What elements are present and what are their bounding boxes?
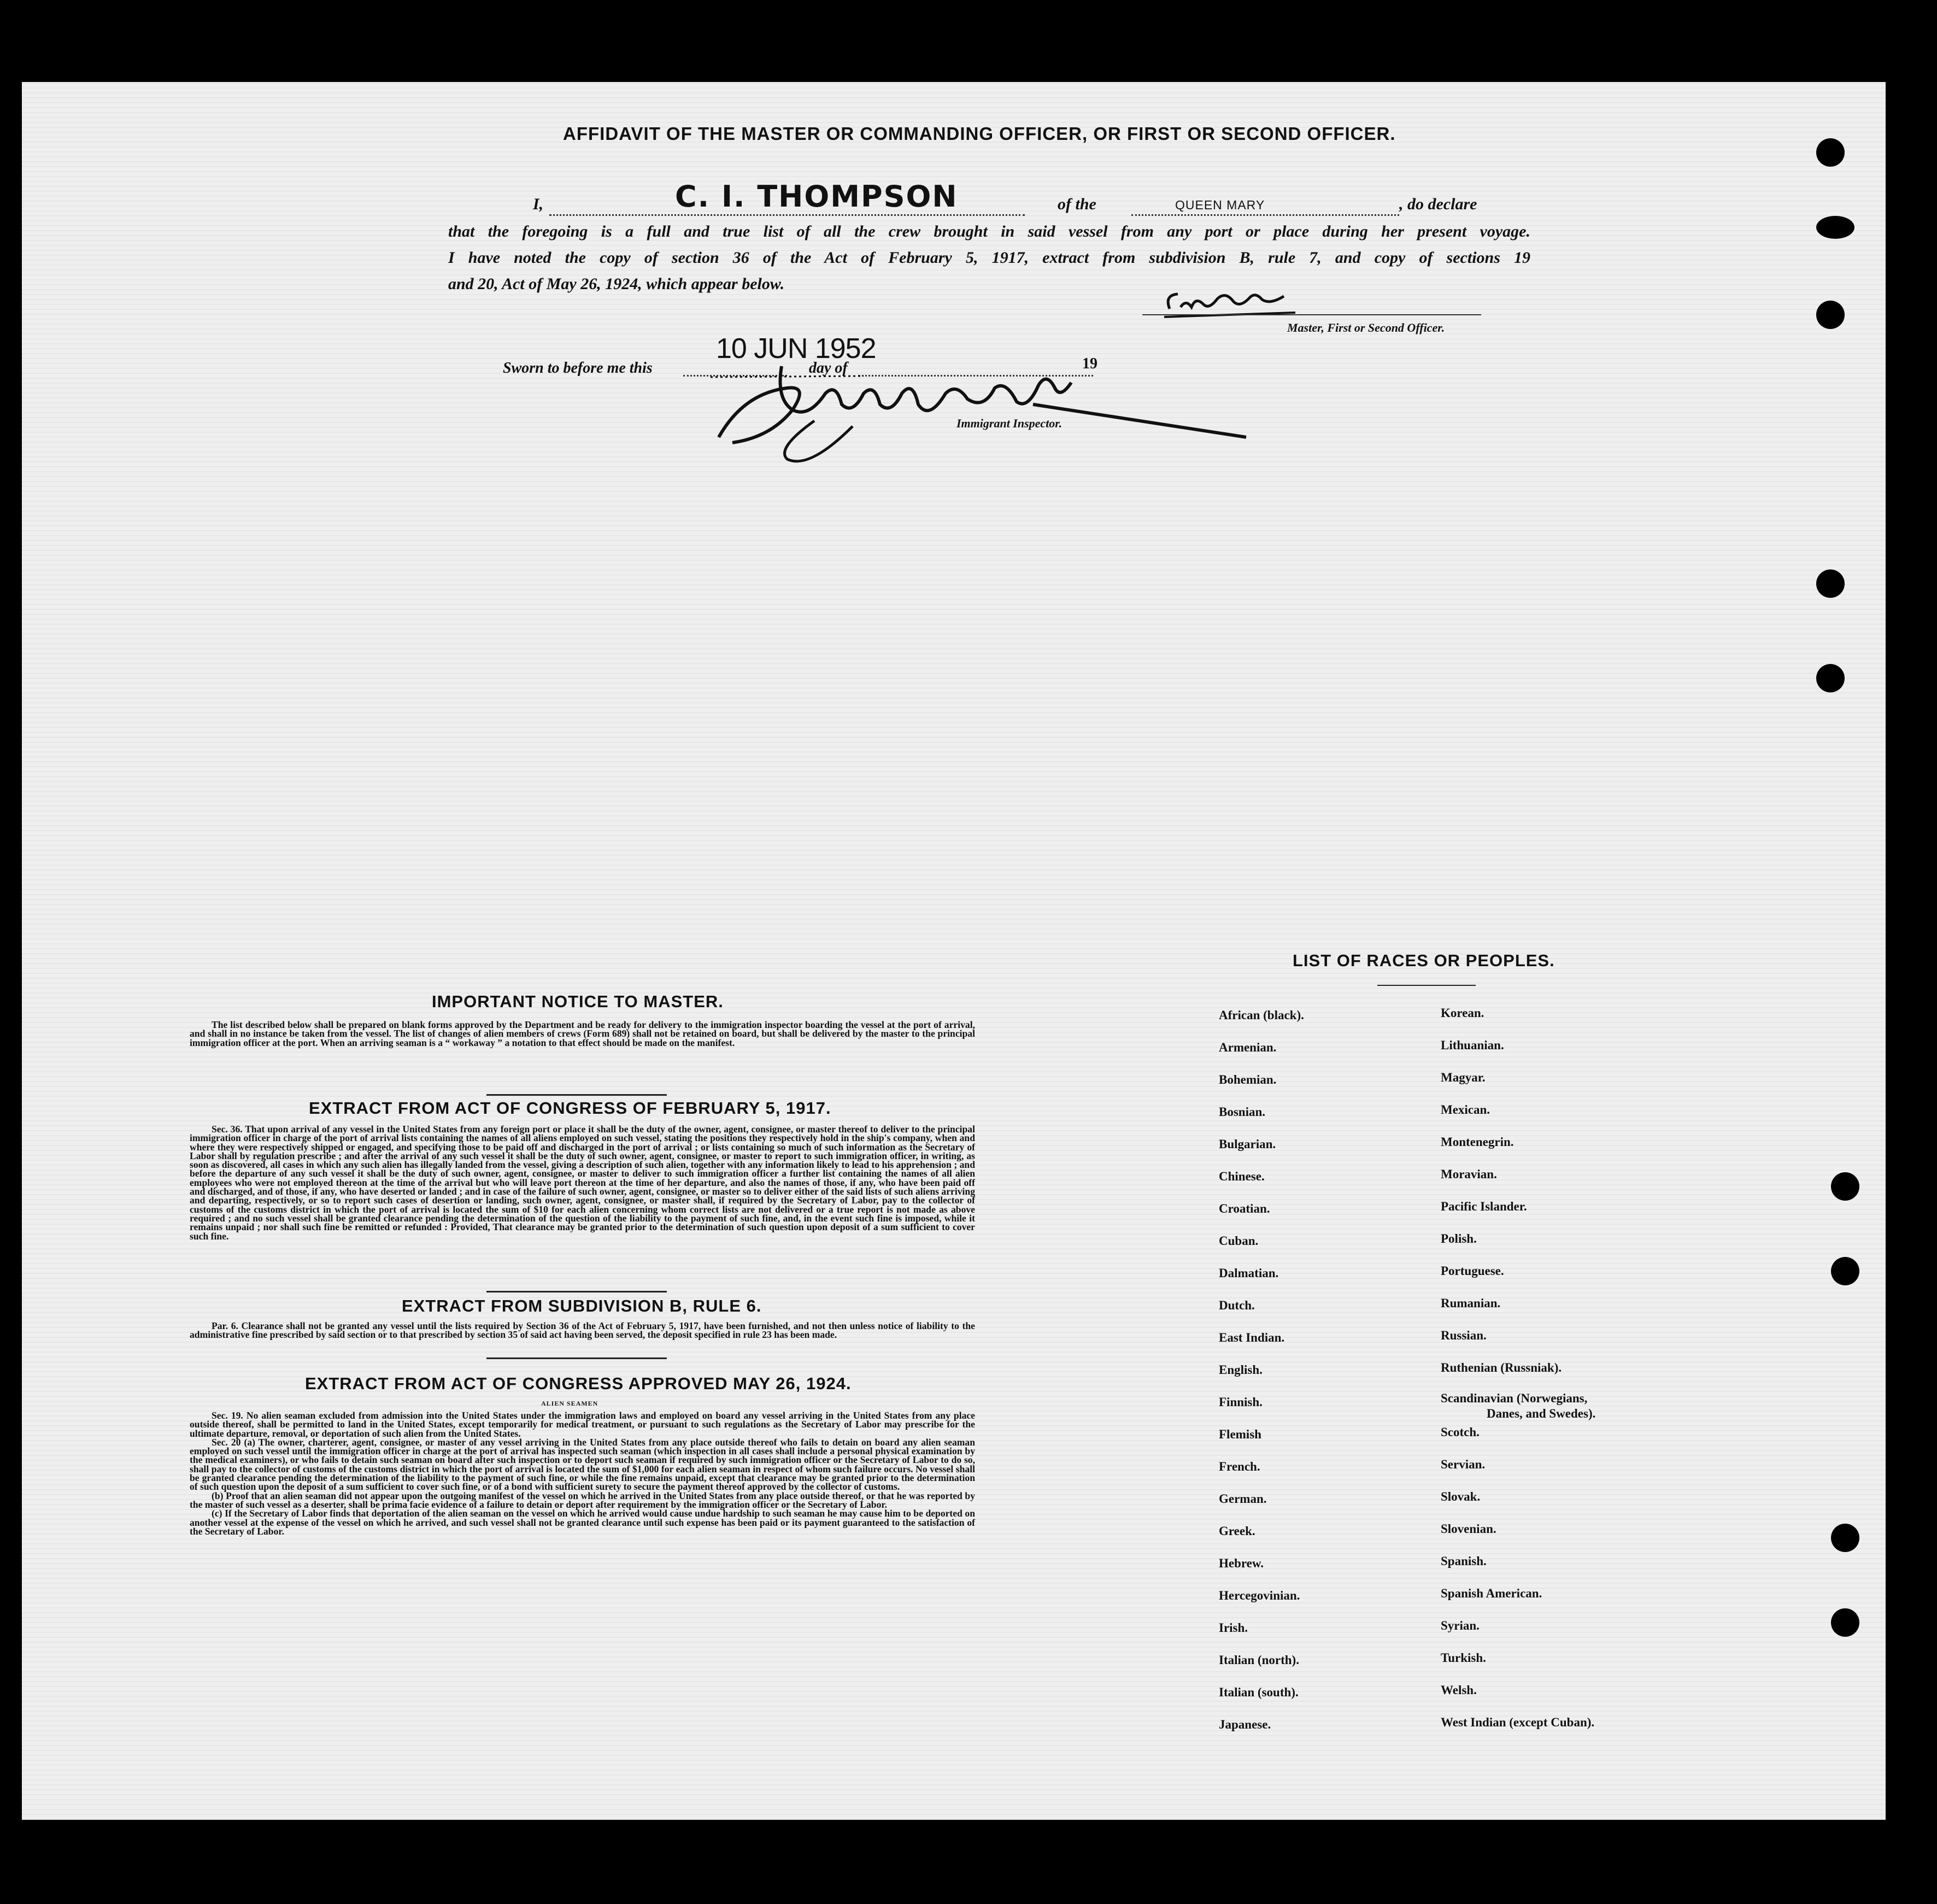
race-item: Japanese. [1219,1718,1271,1731]
inspector-caption: Immigrant Inspector. [956,416,1063,430]
race-item: Bohemian. [1219,1073,1277,1086]
race-item: Rumanian. [1441,1296,1501,1310]
race-item: Mexican. [1441,1103,1490,1116]
race-item: Greek. [1219,1524,1255,1538]
race-item: Italian (north). [1219,1653,1299,1667]
extract-1917-paragraph: Sec. 36. That upon arrival of any vessel in the United States from any foreign port or place it shall be the duty of the owner, agent, consignee, or master thereof to deliver to the principal immigration officer in charge of the port of arrival lists containing the names of all aliens employed on such vessel, stating the positions they respectively hold in the ship's company, when and where they were respectively shipped or engaged, and specifying those to be paid off and discharged in the port of arrival ; or lists containing so much of such information as the Secretary of Labor shall by regulation prescribe ; and after the arrival of any such vessel it shall be the duty of such owner, agent, consignee, or master to report to such immigration officer, in writing, as soon as discovered, all cases in which any such alien has illegally landed from the vessel, giving a description of such alien, together with any information likely to lead to his apprehension ; and before the departure of any such vessel it shall be the duty of such owner, agent, consignee, or master to deliver to such immigration officer a further list containing the names of all alien employees who were not employed thereon at the time of the arrival but who will leave port thereon at the time of her departure, and also the names of those, if any, who have been paid off and discharged, and of those, if any, who have deserted or landed ; and in case of the failure of such owner, agent, consignee, or master so to deliver either of the said lists of such aliens arriving and departing, respectively, or so to report such cases of desertion or landing, such owner, agent, consignee, or master shall, if required by the Secretary of Labor, pay to the collector of customs of the customs district in which the port of arrival is located the sum of $10 for each alien concerning whom correct lists are not delivered or a true report is not made as above required ; and no such vessel shall be granted clearance pending the determination of the question of the liability to the payment of such fine, and, in the event such fine is imposed, while it remains unpaid ; nor shall such fine be remitted or refunded : Provided, That clearance may be granted prior to the determination of such question upon deposit of a sum sufficient to cover such fine. [190,1124,975,1242]
race-item: Spanish American. [1441,1586,1542,1600]
inspector-signature [700,328,1279,470]
race-item: Croatian. [1219,1202,1270,1215]
race-item: Magyar. [1441,1071,1486,1084]
race-item-continuation: Danes, and Swedes). [1487,1407,1596,1420]
race-item: Finnish. [1219,1395,1263,1409]
officer-name-handwritten: C. I. THOMPSON [675,179,958,214]
extract-1924-sec20c: (c) If the Secretary of Labor finds that deportation of the alien seaman on the vessel on which he arrived would cause undue hardship to such seaman he may cause him to be deported on another vessel at the expense of the vessel on which he arrived, and such vessel shall not be granted clearance until such expense has been paid or its payment guaranteed to the satisfaction of the Secretary of Labor. [190,1508,975,1537]
race-item: West Indian (except Cuban). [1441,1715,1595,1729]
master-signature-line [1142,314,1481,315]
year-prefix: 19 [1082,355,1097,372]
declaration-line-4: and 20, Act of May 26, 1924, which appear below. [448,275,785,293]
race-item: Hebrew. [1219,1556,1264,1570]
race-item: Bosnian. [1219,1105,1266,1119]
vessel-name: QUEEN MARY [1175,198,1265,212]
race-item: Montenegrin. [1441,1135,1514,1149]
master-signature [1159,279,1377,322]
punch-hole [1816,569,1845,598]
race-item: Irish. [1219,1621,1248,1635]
race-item: Korean. [1441,1006,1484,1020]
race-item: Slovenian. [1441,1522,1496,1536]
extract-rule6-body [190,1321,975,1339]
punch-hole [1816,664,1845,692]
race-item: Dalmatian. [1219,1266,1279,1280]
extract-1924-sec20b: (b) Proof that an alien seaman did not appear upon the outgoing manifest of the vessel on which he arrived in the United States from any place outside thereof, or that he was reported by the master of such vessel as a deserter, shall be prima facie evidence of a failure to detain or deport after requirement by the immigration officer or the Secretary of Labor. [190,1490,975,1510]
notice-body [190,1020,975,1047]
race-item: African (black). [1219,1008,1304,1022]
extract-1924-subtitle: ALIEN SEAMEN [541,1400,598,1407]
punch-hole [1831,1172,1859,1201]
extract-1924-body [190,1411,975,1536]
race-item: Chinese. [1219,1170,1265,1183]
date-stamp: 10 JUN 1952 [716,333,876,365]
punch-hole [1816,138,1845,167]
race-item: Slovak. [1441,1490,1481,1503]
race-item: Dutch. [1219,1298,1255,1312]
i-label: I, [533,195,544,213]
race-item: Polish. [1441,1232,1477,1245]
race-item: Lithuanian. [1441,1038,1504,1052]
affidavit-title: AFFIDAVIT OF THE MASTER OR COMMANDING OFFICER, OR FIRST OR SECOND OFFICER. [563,124,1396,144]
race-item: Cuban. [1219,1234,1259,1248]
race-item: Moravian. [1441,1167,1497,1181]
race-item: Bulgarian. [1219,1137,1276,1151]
race-item: Hercegovinian. [1219,1589,1300,1602]
race-item: Scotch. [1441,1425,1480,1439]
extract-rule6-title: EXTRACT FROM SUBDIVISION B, RULE 6. [402,1296,762,1315]
officer-name-line [549,214,1025,216]
punch-hole [1831,1524,1859,1552]
race-item: Servian. [1441,1458,1486,1471]
extract-1924-sec20a: Sec. 20 (a) The owner, charterer, agent, consignee, or master of any vessel arriving in the United States from any place outside thereof who fails to detain on board any alien seaman employed on such vessel until the immigration officer in charge at the port of arrival has inspected such seaman (which inspection in all cases shall include a personal physical examination by the medical examiners), or who fails to detain such seaman on board after such inspection or to deport such seaman if required by such immigration officer or the Secretary of Labor to do so, shall pay to the collector of customs of the customs district in which the port of arrival is located the sum of $1,000 for each alien seaman in respect of whom such failure occurs. No vessel shall be granted clearance pending the determination of the liability to the payment of such fine, or while the fine remains unpaid, except that clearance may be granted prior to the determination of such question upon the deposit of a sum sufficient to cover such fine, or of a bond with sufficient surety to secure the payment thereof approved by the collector of customs. [190,1436,975,1492]
race-item: English. [1219,1363,1263,1377]
race-item: Italian (south). [1219,1685,1299,1699]
sworn-label: Sworn to before me this [503,360,653,377]
extract-1917-body [190,1125,975,1241]
race-item: Syrian. [1441,1619,1480,1632]
extract-1924-title: EXTRACT FROM ACT OF CONGRESS APPROVED MAY 26, 1924. [305,1374,852,1393]
race-item: East Indian. [1219,1331,1285,1344]
extract-1924-sec19: Sec. 19. No alien seaman excluded from admission into the United States under the immigration laws and employed on board any vessel arriving in the United States from any place outside thereof, shall be permitted to land in the United States, except temporarily for medical treatment, or pursuant to such regulations as the Secretary of Labor may prescribe for the ultimate departure, removal, or deportation of such alien from the United States. [190,1410,975,1439]
master-signature-caption: Master, First or Second Officer. [1287,321,1445,334]
punch-hole [1816,301,1845,329]
race-item: German. [1219,1492,1267,1506]
notice-title: IMPORTANT NOTICE TO MASTER. [432,992,724,1011]
vessel-name-line [1131,214,1399,216]
notice-paragraph: The list described below shall be prepared on blank forms approved by the Department and be ready for delivery to the immigration inspector boarding the vessel at the port of arrival, and shall in no instance be taken from the vessel. The list of changes of alien members of crews (Form 689) shall not be retained on board, but shall be delivered by the master to the principal immigration officer at the port. When an arriving seaman is a “ workaway ” a notation to that effect should be made on the manifest. [190,1019,975,1048]
extract-1917-title: EXTRACT FROM ACT OF CONGRESS OF FEBRUARY 5, 1917. [309,1098,831,1118]
race-item: Spanish. [1441,1554,1487,1568]
race-item: Russian. [1441,1329,1487,1342]
race-item: Pacific Islander. [1441,1200,1527,1213]
race-item: Ruthenian (Russniak). [1441,1361,1562,1374]
extract-rule6-paragraph: Par. 6. Clearance shall not be granted any vessel until the lists required by Section 36 of the Act of February 5, 1917, have been furnished, and not then unless notice of liability to the administrative fine prescribed by said section or to that prescribed by section 35 of said act having been served, the deposit specified in rule 23 has been made. [190,1320,975,1341]
day-of-label: day of [809,360,848,377]
separator-3 [486,1358,667,1359]
race-item: Flemish [1219,1427,1261,1441]
declaration-line-2: that the foregoing is a full and true list of all the crew brought in said vessel from any port or place during her present voyage. [448,222,1530,240]
separator-1 [486,1094,667,1096]
punch-hole [1831,1608,1859,1637]
race-item: French. [1219,1460,1260,1473]
race-item: Armenian. [1219,1041,1277,1054]
do-declare-label: , do declare [1399,195,1477,213]
race-item: Portuguese. [1441,1264,1504,1278]
punch-hole [1831,1257,1859,1285]
manifest-page [22,82,1886,1820]
separator-2 [486,1291,667,1292]
race-item: Welsh. [1441,1683,1477,1697]
declaration-line-3: I have noted the copy of section 36 of the Act of February 5, 1917, extract from subdivision B, rule 7, and copy of sections 19 [448,249,1530,267]
of-the-label: of the [1058,195,1096,213]
race-item: Scandinavian (Norwegians, [1441,1391,1588,1405]
races-title-rule [1377,985,1476,986]
races-title: LIST OF RACES OR PEOPLES. [1293,951,1555,970]
race-item: Turkish. [1441,1651,1486,1665]
punch-hole [1816,216,1854,239]
